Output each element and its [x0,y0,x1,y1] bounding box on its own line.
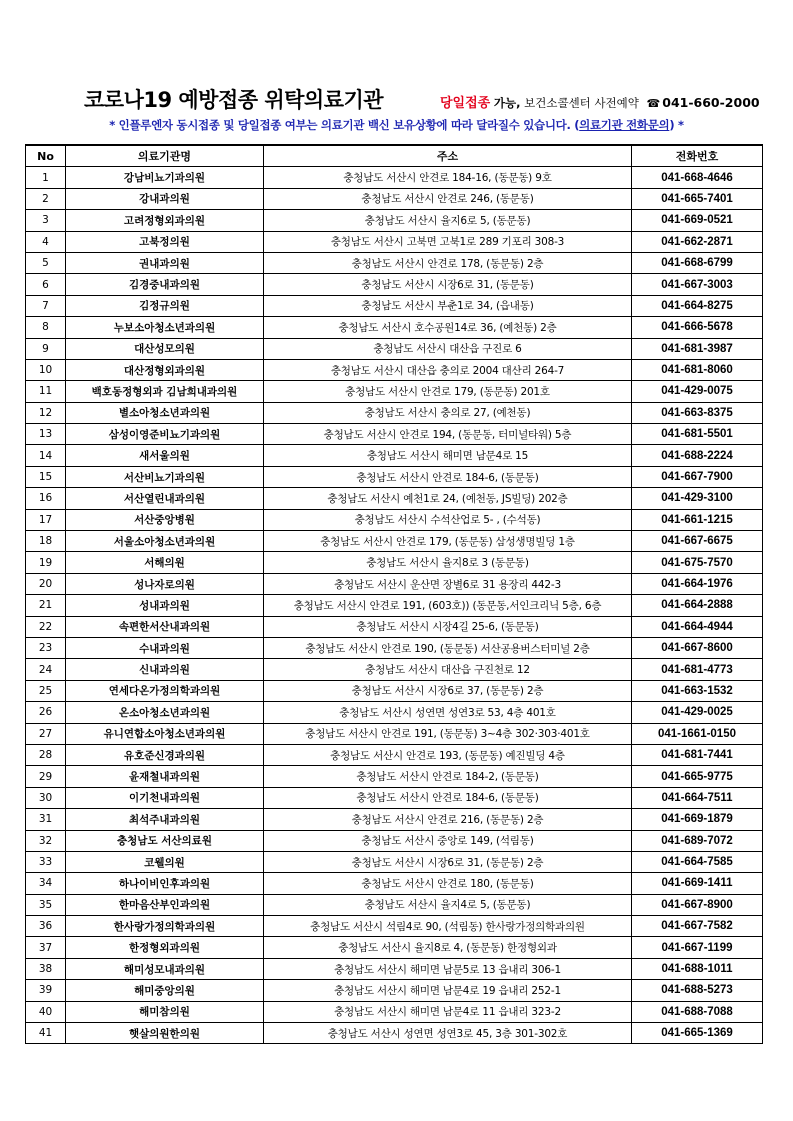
clinic-name: 한마음산부인과의원 [66,894,264,915]
row-number: 37 [26,937,66,958]
row-number: 12 [26,402,66,423]
clinic-name: 서산비뇨기과의원 [66,466,264,487]
telephone-icon: ☎ [646,97,661,110]
clinic-phone: 041-664-4944 [632,616,763,637]
table-row [26,744,763,765]
clinic-phone: 041-688-2224 [632,445,763,466]
clinic-address: 충청남도 서산시 호수공원14로 36, (예천동) 2층 [264,317,632,338]
row-number: 2 [26,188,66,209]
vaccine-availability-note [0,117,793,133]
row-number: 9 [26,338,66,359]
clinic-address: 충청남도 서산시 안견로 179, (동문동) 삼성생명빌딩 1층 [264,531,632,552]
clinic-address: 충청남도 서산시 안견로 184-2, (동문동) [264,766,632,787]
clinic-address: 충청남도 서산시 안견로 216, (동문동) 2층 [264,809,632,830]
row-number: 20 [26,573,66,594]
clinic-address: 충청남도 서산시 안견로 194, (동문동, 터미널타워) 5층 [264,424,632,445]
clinic-address: 충청남도 서산시 해미면 남문5로 13 읍내리 306-1 [264,958,632,979]
row-number: 10 [26,359,66,380]
clinic-address: 충청남도 서산시 중앙로 149, (석림동) [264,830,632,851]
clinic-name: 해미참의원 [66,1001,264,1022]
table-row [26,851,763,872]
clinic-address: 충청남도 서산시 석림4로 90, (석림동) 한사랑가정의학과의원 [264,916,632,937]
clinic-name: 서해의원 [66,552,264,573]
row-number: 36 [26,916,66,937]
clinic-phone: 041-668-6799 [632,252,763,273]
table-row [26,252,763,273]
table-row [26,873,763,894]
clinic-phone: 041-667-7582 [632,916,763,937]
clinic-name: 대산정형외과의원 [66,359,264,380]
row-number: 31 [26,809,66,830]
clinic-name: 백호동정형외과 김남희내과의원 [66,381,264,402]
clinic-name: 이기천내과의원 [66,787,264,808]
table-row [26,509,763,530]
clinic-phone: 041-661-1215 [632,509,763,530]
clinic-address: 충청남도 서산시 율지8로 4, (동문동) 한정형외과 [264,937,632,958]
clinic-phone: 041-665-7401 [632,188,763,209]
row-number: 24 [26,659,66,680]
row-number: 39 [26,980,66,1001]
table-row [26,188,763,209]
row-number: 41 [26,1023,66,1044]
table-row [26,680,763,701]
clinic-name: 최석주내과의원 [66,809,264,830]
booking-note [440,92,760,111]
clinic-phone: 041-1661-0150 [632,723,763,744]
clinic-address: 충청남도 서산시 안견로 184-6, (동문동) [264,787,632,808]
clinic-phone: 041-688-7088 [632,1001,763,1022]
call-center-text: 보건소콜센터 사전예약 [524,96,639,110]
clinic-name: 윤재철내과의원 [66,766,264,787]
clinic-address: 충청남도 서산시 안견로 191, (603호)) (동문동,서인크리닉 5층, 6층 [264,595,632,616]
table-row [26,295,763,316]
clinic-address: 충청남도 서산시 시장6로 31, (동문동) [264,274,632,295]
clinic-phone: 041-664-1976 [632,573,763,594]
clinic-phone: 041-681-5501 [632,424,763,445]
clinic-name: 충청남도 서산의료원 [66,830,264,851]
clinic-name: 온소아청소년과의원 [66,702,264,723]
table-row [26,809,763,830]
clinic-phone: 041-688-1011 [632,958,763,979]
row-number: 16 [26,488,66,509]
clinic-address: 충청남도 서산시 안견로 193, (동문동) 예진빌딩 4층 [264,744,632,765]
clinic-address: 충청남도 서산시 안견로 179, (동문동) 201호 [264,381,632,402]
header-no: No [26,145,66,167]
table-row [26,766,763,787]
table-row [26,317,763,338]
row-number: 21 [26,595,66,616]
row-number: 25 [26,680,66,701]
row-number: 8 [26,317,66,338]
clinic-phone: 041-429-3100 [632,488,763,509]
clinic-phone: 041-664-2888 [632,595,763,616]
table-row [26,830,763,851]
clinic-address: 충청남도 서산시 시장6로 31, (동문동) 2층 [264,851,632,872]
header-address: 주소 [264,145,632,167]
table-row [26,637,763,658]
clinic-name: 강남비뇨기과의원 [66,167,264,188]
row-number: 13 [26,424,66,445]
clinic-name: 햇살의원한의원 [66,1023,264,1044]
clinic-name: 서산중앙병원 [66,509,264,530]
clinic-phone: 041-429-0075 [632,381,763,402]
clinic-phone: 041-667-8600 [632,637,763,658]
clinic-name: 강내과의원 [66,188,264,209]
row-number: 15 [26,466,66,487]
clinic-phone: 041-669-0521 [632,210,763,231]
clinic-address: 충청남도 서산시 율지8로 3 (동문동) [264,552,632,573]
clinic-phone: 041-689-7072 [632,830,763,851]
table-row [26,616,763,637]
table-row [26,916,763,937]
clinic-phone: 041-667-7900 [632,466,763,487]
clinic-phone: 041-666-5678 [632,317,763,338]
row-number: 23 [26,637,66,658]
header-name: 의료기관명 [66,145,264,167]
clinic-name: 성나자로의원 [66,573,264,594]
clinic-phone: 041-662-2871 [632,231,763,252]
clinic-phone: 041-665-1369 [632,1023,763,1044]
clinic-address: 충청남도 서산시 예천1로 24, (예천동, JS빌딩) 202층 [264,488,632,509]
clinic-address: 충청남도 서산시 안견로 178, (동문동) 2층 [264,252,632,273]
clinic-phone: 041-663-8375 [632,402,763,423]
table-row [26,488,763,509]
row-number: 5 [26,252,66,273]
clinic-name: 대산성모의원 [66,338,264,359]
clinic-phone: 041-669-1879 [632,809,763,830]
clinic-address: 충청남도 서산시 성연면 성연3로 45, 3층 301-302호 [264,1023,632,1044]
clinic-name: 서울소아청소년과의원 [66,531,264,552]
row-number: 35 [26,894,66,915]
table-row [26,274,763,295]
clinic-name: 김정규의원 [66,295,264,316]
row-number: 3 [26,210,66,231]
clinic-address: 충청남도 서산시 율지4로 5, (동문동) [264,894,632,915]
clinic-address: 충청남도 서산시 운산면 장별6로 31 용장리 442-3 [264,573,632,594]
row-number: 33 [26,851,66,872]
table-header-row [26,145,763,167]
clinic-address: 충청남도 서산시 성연면 성연3로 53, 4층 401호 [264,702,632,723]
clinic-address: 충청남도 서산시 부춘1로 34, (읍내동) [264,295,632,316]
clinic-name: 코웰의원 [66,851,264,872]
row-number: 19 [26,552,66,573]
table-row [26,466,763,487]
clinic-phone: 041-681-7441 [632,744,763,765]
table-row [26,359,763,380]
clinic-name: 새서울의원 [66,445,264,466]
row-number: 18 [26,531,66,552]
table-row [26,894,763,915]
clinic-address: 충청남도 서산시 안견로 190, (동문동) 서산공용버스터미널 2층 [264,637,632,658]
clinic-name: 수내과의원 [66,637,264,658]
clinic-address: 충청남도 서산시 해미면 남문4로 19 읍내리 252-1 [264,980,632,1001]
clinic-phone: 041-681-4773 [632,659,763,680]
clinic-phone: 041-429-0025 [632,702,763,723]
table-row [26,402,763,423]
clinic-name: 신내과의원 [66,659,264,680]
clinic-name: 해미중앙의원 [66,980,264,1001]
table-row [26,958,763,979]
clinic-name: 누보소아청소년과의원 [66,317,264,338]
clinic-phone: 041-681-8060 [632,359,763,380]
row-number: 40 [26,1001,66,1022]
row-number: 29 [26,766,66,787]
table-row [26,659,763,680]
clinic-name: 속편한서산내과의원 [66,616,264,637]
row-number: 28 [26,744,66,765]
clinic-name: 고려정형외과의원 [66,210,264,231]
row-number: 11 [26,381,66,402]
clinic-name: 삼성이영준비뇨기과의원 [66,424,264,445]
clinic-phone: 041-664-7585 [632,851,763,872]
table-row [26,787,763,808]
table-row [26,937,763,958]
clinic-address: 충청남도 서산시 고북면 고북1로 289 기포리 308-3 [264,231,632,252]
clinic-phone: 041-669-1411 [632,873,763,894]
clinic-phone: 041-668-4646 [632,167,763,188]
clinic-name: 별소아청소년과의원 [66,402,264,423]
clinic-name: 한정형외과의원 [66,937,264,958]
row-number: 27 [26,723,66,744]
table-row [26,980,763,1001]
row-number: 30 [26,787,66,808]
row-number: 17 [26,509,66,530]
call-center-phone: 041-660-2000 [662,95,760,110]
subnote-link: 의료기관 전화문의 [579,118,670,132]
clinic-phone: 041-664-7511 [632,787,763,808]
clinic-phone: 041-663-1532 [632,680,763,701]
clinic-address: 충청남도 서산시 율지6로 5, (동문동) [264,210,632,231]
clinic-name: 해미성모내과의원 [66,958,264,979]
table-row [26,210,763,231]
row-number: 4 [26,231,66,252]
clinic-address: 충청남도 서산시 안견로 184-6, (동문동) [264,466,632,487]
clinic-name: 유호준신경과의원 [66,744,264,765]
table-row [26,595,763,616]
table-row [26,1001,763,1022]
clinic-name: 김경중내과의원 [66,274,264,295]
clinic-table [25,144,763,1044]
clinic-phone: 041-667-6675 [632,531,763,552]
clinic-phone: 041-664-8275 [632,295,763,316]
table-row [26,552,763,573]
clinic-name: 권내과의원 [66,252,264,273]
table-row [26,445,763,466]
clinic-name: 하나이비인후과의원 [66,873,264,894]
clinic-name: 성내과의원 [66,595,264,616]
subnote-suffix: ) * [669,118,684,132]
row-number: 32 [26,830,66,851]
clinic-name: 한사랑가정의학과의원 [66,916,264,937]
clinic-address: 충청남도 서산시 안견로 180, (동문동) [264,873,632,894]
same-day-label: 당일접종 [440,96,491,111]
table-row [26,167,763,188]
table-row [26,338,763,359]
clinic-address: 충청남도 서산시 충의로 27, (예천동) [264,402,632,423]
clinic-phone: 041-688-5273 [632,980,763,1001]
clinic-address: 충청남도 서산시 수석산업로 5- , (수석동) [264,509,632,530]
page-title: 코로나19 예방접종 위탁의료기관 [84,88,384,112]
row-number: 14 [26,445,66,466]
row-number: 1 [26,167,66,188]
clinic-phone: 041-667-1199 [632,937,763,958]
row-number: 26 [26,702,66,723]
subnote-prefix: * 인플루엔자 동시접종 및 당일접종 여부는 의료기관 백신 보유상황에 따라 달라질수 있습니다. ( [109,118,580,132]
clinic-phone: 041-665-9775 [632,766,763,787]
clinic-address: 충청남도 서산시 시장4길 25-6, (동문동) [264,616,632,637]
clinic-name: 연세다온가정의학과의원 [66,680,264,701]
row-number: 22 [26,616,66,637]
clinic-address: 충청남도 서산시 대산읍 충의로 2004 대산리 264-7 [264,359,632,380]
table-row [26,1023,763,1044]
row-number: 34 [26,873,66,894]
clinic-name: 유니연합소아청소년과의원 [66,723,264,744]
table-row [26,531,763,552]
row-number: 6 [26,274,66,295]
table-row [26,424,763,445]
header-phone: 전화번호 [632,145,763,167]
clinic-address: 충청남도 서산시 해미면 남문4로 11 읍내리 323-2 [264,1001,632,1022]
table-row [26,573,763,594]
clinic-address: 충청남도 서산시 대산읍 구진천로 12 [264,659,632,680]
table-row [26,702,763,723]
clinic-name: 서산열린내과의원 [66,488,264,509]
table-row [26,723,763,744]
table-row [26,231,763,252]
clinic-phone: 041-667-3003 [632,274,763,295]
table-row [26,381,763,402]
clinic-phone: 041-681-3987 [632,338,763,359]
clinic-name: 고북정의원 [66,231,264,252]
clinic-address: 충청남도 서산시 안견로 184-16, (동문동) 9호 [264,167,632,188]
clinic-address: 충청남도 서산시 대산읍 구진로 6 [264,338,632,359]
clinic-address: 충청남도 서산시 해미면 남문4로 15 [264,445,632,466]
row-number: 38 [26,958,66,979]
document-header [0,84,793,114]
clinic-phone: 041-675-7570 [632,552,763,573]
clinic-phone: 041-667-8900 [632,894,763,915]
clinic-address: 충청남도 서산시 안견로 191, (동문동) 3~4층 302·303·401호 [264,723,632,744]
row-number: 7 [26,295,66,316]
clinic-address: 충청남도 서산시 안견로 246, (동문동) [264,188,632,209]
same-day-text: 가능, [493,96,521,110]
clinic-address: 충청남도 서산시 시장6로 37, (동문동) 2층 [264,680,632,701]
